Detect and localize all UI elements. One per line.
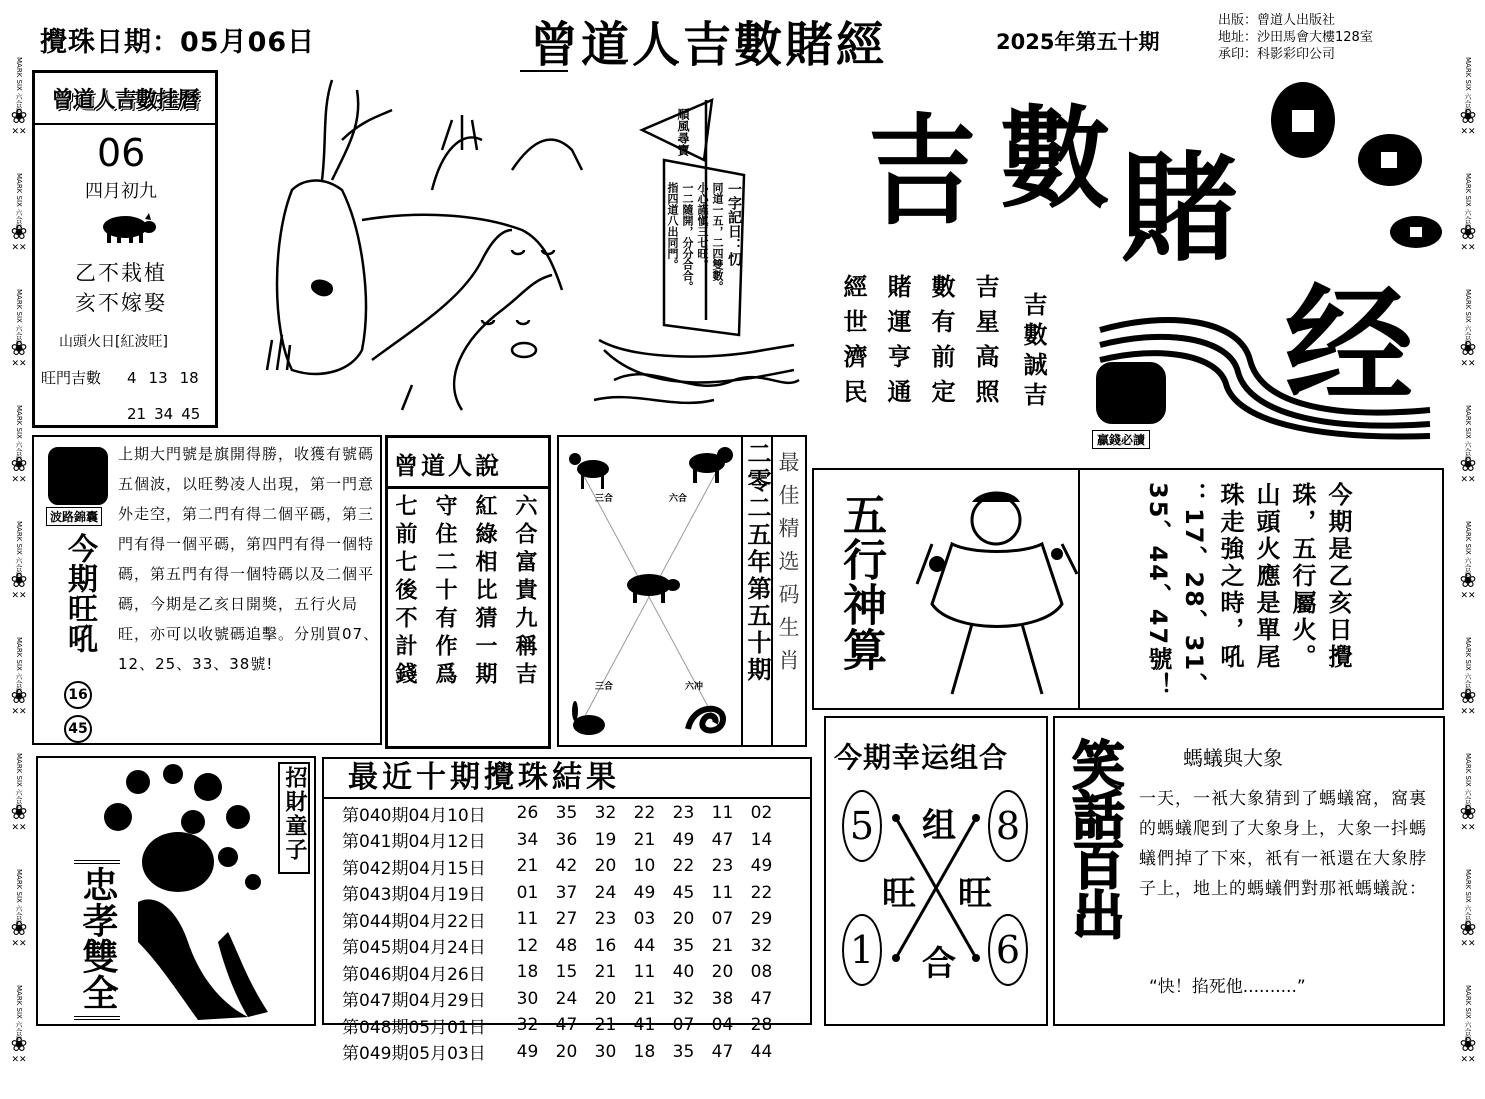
result-number: 49	[750, 856, 773, 877]
side-label: MARK SIX 六合彩	[1463, 57, 1472, 115]
tips-badge-icon	[48, 447, 108, 505]
lunar-date: 四月初九	[85, 181, 157, 202]
joke-quote: “快！掐死他..........”	[1149, 977, 1306, 997]
cross-icon: ✕✕	[1460, 939, 1476, 949]
result-number: 11	[711, 803, 734, 824]
table-row	[338, 986, 808, 1013]
cross-icon: ✕✕	[11, 707, 27, 717]
result-number: 01	[516, 882, 539, 903]
pig-icon	[97, 211, 159, 245]
side-strip-unit	[1460, 519, 1477, 635]
badge-label: 贏錢必讀	[1092, 430, 1150, 449]
result-number: 42	[555, 856, 578, 877]
flower-icon: ❀	[10, 1032, 28, 1056]
result-number: 47	[555, 1015, 578, 1036]
result-number: 21	[594, 1015, 617, 1036]
wuxing-text	[1144, 482, 1352, 698]
side-strip-unit	[11, 171, 28, 287]
numbers-cell	[508, 883, 781, 903]
result-number: 21	[633, 988, 656, 1009]
boy-box	[36, 756, 316, 1026]
badge-icon	[1096, 362, 1166, 424]
side-label: MARK SIX 六合彩	[14, 289, 23, 347]
result-number: 04	[711, 1015, 734, 1036]
numbers-cell	[508, 1042, 781, 1062]
result-number: 32	[672, 988, 695, 1009]
combo-number-bl: 1	[842, 914, 882, 986]
side-strip-unit	[11, 751, 28, 867]
wuxing-title: 五行神算	[835, 492, 886, 672]
numbers-cell	[508, 989, 781, 1009]
snake-icon	[683, 699, 733, 739]
numbers-cell	[508, 803, 781, 823]
joke-box	[1053, 716, 1445, 1026]
table-row	[338, 959, 808, 986]
side-strip-unit	[11, 55, 28, 171]
publisher: 出版：曾道人出版社	[1218, 13, 1336, 28]
table-row	[338, 800, 808, 827]
side-strip-unit	[11, 403, 28, 519]
zodiac-box	[557, 435, 807, 747]
result-number: 21	[594, 962, 617, 983]
side-strip-unit	[1460, 635, 1477, 751]
results-box	[322, 757, 812, 1065]
right-side-strip	[1455, 55, 1481, 1065]
tiger-icon	[683, 441, 735, 485]
lucky-combo-box	[824, 716, 1048, 1026]
address: 地址：沙田馬會大樓128室	[1218, 30, 1373, 45]
cross-icon: ✕✕	[1460, 823, 1476, 833]
side-label: MARK SIX 六合彩	[14, 753, 23, 811]
wuxing-col-4: 珠走強之時，吼	[1216, 482, 1244, 671]
cross-icon: ✕✕	[11, 823, 27, 833]
flower-icon: ❀	[1459, 684, 1477, 708]
result-number: 18	[633, 1041, 656, 1062]
logo-sub-col-1: 吉星高照	[971, 274, 1000, 414]
coin-icon	[1388, 212, 1444, 252]
pig-icon	[621, 569, 681, 605]
cross-icon: ✕✕	[11, 591, 27, 601]
cross-icon: ✕✕	[1460, 1055, 1476, 1065]
joke-title: 螞蟻與大象	[1183, 746, 1283, 770]
goat-icon	[565, 447, 615, 492]
cross-icon: ✕✕	[11, 243, 27, 253]
result-number: 21	[633, 829, 656, 850]
boy-motto: 忠孝雙全	[77, 866, 119, 1010]
period-cell: 第043期04月19日	[342, 885, 486, 906]
lucky-number: 21	[127, 405, 147, 423]
rabbit-icon	[563, 699, 613, 743]
combo-word-left: 旺	[882, 874, 916, 914]
numbers-cell	[508, 1015, 781, 1035]
logo-char-3: 賭	[1120, 139, 1239, 278]
result-number: 34	[516, 829, 539, 850]
wuxing-divider	[1078, 470, 1080, 708]
flower-icon: ❀	[10, 568, 28, 592]
period-cell: 第042期04月15日	[342, 858, 486, 879]
cross-icon: ✕✕	[1460, 591, 1476, 601]
cross-icon: ✕✕	[1460, 359, 1476, 369]
side-strip-unit	[1460, 983, 1477, 1099]
zodiac-label-tl: 三合	[595, 494, 614, 504]
result-number: 35	[555, 803, 578, 824]
side-label: MARK SIX 六合彩	[1463, 985, 1472, 1043]
lucky-row-2	[127, 405, 200, 423]
coin-icon	[1355, 130, 1425, 190]
result-number: 32	[594, 803, 617, 824]
sayings-columns	[392, 494, 536, 690]
result-number: 45	[672, 882, 695, 903]
joke-vertical-title: 笑話百出	[1063, 738, 1123, 938]
table-row	[338, 853, 808, 880]
result-number: 11	[711, 882, 734, 903]
result-number: 23	[672, 803, 695, 824]
numbers-cell	[508, 856, 781, 876]
taboo-line-2: 亥不嫁娶	[75, 291, 167, 315]
logo-sub-col-3: 賭運亨通	[883, 274, 912, 414]
flower-icon: ❀	[10, 916, 28, 940]
combo-number-tl: 5	[842, 790, 882, 862]
logo-char-2: 數	[1000, 94, 1110, 223]
side-label: MARK SIX 六合彩	[14, 405, 23, 463]
logo-sub-col-4: 經世濟民	[839, 274, 868, 414]
result-number: 40	[672, 962, 695, 983]
result-number: 12	[516, 935, 539, 956]
result-number: 10	[633, 856, 656, 877]
tips-vertical-title: 今期旺吼	[62, 533, 97, 653]
result-number: 02	[750, 803, 773, 824]
side-label: MARK SIX 六合彩	[1463, 289, 1472, 347]
result-number: 30	[594, 1041, 617, 1062]
wuxing-col-2: 珠，五行屬火。	[1288, 482, 1316, 671]
result-number: 23	[594, 909, 617, 930]
poem-line-2: 同道一五，二四雙數。	[711, 182, 724, 292]
cross-icon: ✕✕	[11, 1055, 27, 1065]
result-number: 26	[516, 803, 539, 824]
cross-icon: ✕✕	[11, 475, 27, 485]
side-label: MARK SIX 六合彩	[1463, 521, 1472, 579]
side-strip-unit	[1460, 403, 1477, 519]
zodiac-label-br: 六冲	[685, 682, 704, 692]
poem-line-1: 一字記日：忉	[726, 182, 742, 266]
result-number: 35	[672, 1041, 695, 1062]
combo-number-tr: 8	[988, 790, 1028, 862]
side-strip-unit	[1460, 867, 1477, 983]
tips-circle-number: 16	[64, 681, 92, 709]
lucky-combo-title: 今期幸运组合	[834, 741, 1009, 774]
result-number: 20	[594, 988, 617, 1009]
result-number: 49	[672, 829, 695, 850]
combo-word-top: 组	[922, 806, 956, 846]
cross-icon: ✕✕	[1460, 243, 1476, 253]
results-divider	[324, 797, 810, 799]
side-label: MARK SIX 六合彩	[1463, 637, 1472, 695]
flower-icon: ❀	[10, 336, 28, 360]
period-cell: 第049期05月03日	[342, 1044, 486, 1065]
flower-icon: ❀	[10, 452, 28, 476]
numbers-cell	[508, 962, 781, 982]
cross-icon: ✕✕	[11, 359, 27, 369]
sayings-box	[385, 435, 551, 749]
result-number: 22	[672, 856, 695, 877]
result-number: 35	[672, 935, 695, 956]
table-row	[338, 933, 808, 960]
result-number: 08	[750, 962, 773, 983]
result-number: 28	[750, 1015, 773, 1036]
result-number: 38	[711, 988, 734, 1009]
wuxing-box	[812, 468, 1444, 710]
result-number: 30	[516, 988, 539, 1009]
numbers-cell	[508, 936, 781, 956]
side-label: MARK SIX 六合彩	[14, 173, 23, 231]
sayings-col-4: 七前七後不計錢	[392, 494, 417, 690]
result-number: 24	[594, 882, 617, 903]
result-number: 20	[672, 909, 695, 930]
flower-icon: ❀	[10, 684, 28, 708]
poem-line-4: 一二隨開，分分合合。	[681, 182, 694, 292]
result-number: 16	[594, 935, 617, 956]
sail-text: 順風尋寶	[676, 108, 690, 156]
flower-icon: ❀	[1459, 568, 1477, 592]
result-number: 22	[750, 882, 773, 903]
results-table	[338, 800, 808, 1065]
publisher-info	[1218, 12, 1373, 63]
lucky-number: 45	[181, 405, 201, 423]
sayings-col-2: 紅綠相比猜一期	[472, 494, 497, 690]
result-number: 37	[555, 882, 578, 903]
tips-box	[32, 435, 382, 745]
result-number: 41	[633, 1015, 656, 1036]
side-strip-unit	[11, 635, 28, 751]
side-label: MARK SIX 六合彩	[14, 57, 23, 115]
left-side-strip	[6, 55, 32, 1065]
boy-label: 招財童子	[282, 766, 307, 862]
lucky-number: 4	[127, 369, 137, 387]
zodiac-best-col: 最佳精选码生肖	[776, 451, 800, 682]
result-number: 49	[633, 882, 656, 903]
sayings-title: 曾道人說	[394, 452, 502, 480]
landscape-drawing	[262, 80, 582, 410]
poem-line-3: 小心謹愼三七旺。	[696, 182, 709, 270]
table-row	[338, 827, 808, 854]
sayings-col-1: 六合富貴九稱吉	[512, 494, 537, 690]
coin-icon	[1268, 78, 1338, 162]
side-label: MARK SIX 六合彩	[1463, 753, 1472, 811]
element-day: 山頭火日[紅波旺]	[59, 334, 168, 350]
result-number: 20	[594, 856, 617, 877]
result-number: 22	[633, 803, 656, 824]
side-label: MARK SIX 六合彩	[14, 869, 23, 927]
period-cell: 第048期05月01日	[342, 1017, 486, 1038]
table-row	[338, 1012, 808, 1039]
period-cell: 第040期04月10日	[342, 805, 486, 826]
combo-word-bottom: 合	[922, 944, 956, 984]
logo-subtext	[840, 274, 998, 414]
result-number: 21	[711, 935, 734, 956]
flower-icon: ❀	[1459, 452, 1477, 476]
cross-icon: ✕✕	[1460, 127, 1476, 137]
sayings-col-3: 守住二十有作爲	[432, 494, 457, 690]
side-label: MARK SIX 六合彩	[1463, 869, 1472, 927]
table-row	[338, 906, 808, 933]
printer: 承印：科影彩印公司	[1218, 47, 1336, 62]
side-strip-unit	[11, 519, 28, 635]
cross-icon: ✕✕	[1460, 475, 1476, 485]
result-number: 23	[711, 856, 734, 877]
calendar-day: 06	[97, 131, 146, 175]
flower-icon: ❀	[1459, 336, 1477, 360]
zodiac-label-tr: 六合	[669, 494, 688, 504]
result-number: 44	[750, 1041, 773, 1062]
side-strip-unit	[11, 983, 28, 1099]
wuxing-col-6: 35、44、47號！	[1144, 482, 1172, 699]
title-underline	[520, 70, 568, 72]
side-label: MARK SIX 六合彩	[14, 985, 23, 1043]
period-cell: 第046期04月26日	[342, 964, 486, 985]
wuxing-col-1: 今期是乙亥日攪	[1324, 482, 1352, 671]
lucky-row-1	[127, 369, 199, 387]
page-title: 曾道人吉數賭經	[530, 17, 888, 73]
logo-char-4: 经	[1285, 271, 1414, 421]
tips-circle-number: 45	[64, 715, 92, 743]
tips-text: 上期大門號是旗開得勝，收獲有號碼五個波，以旺勢凌人出現，第一門意外走空，第二門有得二個平碼，第三門有得一個平碼，第四門有得一個特碼，第五門有得一個特碼以及二個平碼，今期是乙亥日開獎，五行火局旺，亦可以收號碼追擊。分別買07、12、25、33、38號!	[118, 445, 380, 673]
table-row	[338, 1039, 808, 1066]
result-number: 20	[555, 1041, 578, 1062]
numbers-cell	[508, 830, 781, 850]
result-number: 11	[633, 962, 656, 983]
cross-icon: ✕✕	[11, 939, 27, 949]
side-strip-unit	[1460, 287, 1477, 403]
flower-icon: ❀	[10, 104, 28, 128]
lucky-number: 13	[148, 369, 168, 387]
result-number: 14	[750, 829, 773, 850]
result-number: 20	[711, 962, 734, 983]
side-strip-unit	[11, 867, 28, 983]
lucky-number: 18	[179, 369, 199, 387]
side-label: MARK SIX 六合彩	[1463, 173, 1472, 231]
joke-text: 一天，一衹大象猜到了螞蟻窩，窩裏的螞蟻爬到了大象身上，大象一抖螞蟻們掉了下來，衹有一衹還在大象脖子上，地上的螞蟻們對那衹螞蟻說：	[1139, 789, 1427, 899]
boat-poem	[666, 182, 742, 317]
cross-icon: ✕✕	[11, 127, 27, 137]
results-title: 最近十期攪珠結果	[348, 760, 620, 795]
poem-line-5: 指四道八出同門。	[666, 182, 679, 270]
logo-sub-col-2: 數有前定	[927, 274, 956, 414]
flower-icon: ❀	[10, 800, 28, 824]
result-number: 29	[750, 909, 773, 930]
numbers-cell	[508, 909, 781, 929]
result-number: 15	[555, 962, 578, 983]
result-number: 27	[555, 909, 578, 930]
result-number: 47	[750, 988, 773, 1009]
period-cell: 第047期04月29日	[342, 991, 486, 1012]
lucky-label: 旺門吉數	[41, 369, 102, 387]
result-number: 47	[711, 829, 734, 850]
flower-icon: ❀	[10, 220, 28, 244]
flower-icon: ❀	[1459, 800, 1477, 824]
zodiac-label-bl: 三合	[595, 682, 614, 692]
draw-date: 攪珠日期：05月06日	[40, 27, 316, 58]
tips-badge: 波路錦囊	[46, 507, 102, 526]
result-number: 07	[711, 909, 734, 930]
flower-icon: ❀	[1459, 104, 1477, 128]
result-number: 32	[516, 1015, 539, 1036]
table-row	[338, 880, 808, 907]
result-number: 32	[750, 935, 773, 956]
side-label: MARK SIX 六合彩	[14, 521, 23, 579]
wuxing-col-5: ：17、28、31、	[1180, 482, 1208, 699]
calendar-title: 曾道人吉數挂曆	[35, 73, 215, 125]
flower-icon: ❀	[1459, 916, 1477, 940]
result-number: 44	[633, 935, 656, 956]
result-number: 03	[633, 909, 656, 930]
period-cell: 第041期04月12日	[342, 832, 486, 853]
sayings-divider	[388, 486, 548, 489]
cross-icon: ✕✕	[1460, 707, 1476, 717]
result-number: 19	[594, 829, 617, 850]
result-number: 24	[555, 988, 578, 1009]
issue-number: 2025年第五十期	[996, 30, 1160, 54]
calendar-box	[32, 70, 218, 428]
taboo-line-1: 乙不栽植	[75, 261, 167, 285]
period-cell: 第044期04月22日	[342, 911, 486, 932]
lucky-number: 34	[154, 405, 174, 423]
side-strip-unit	[1460, 751, 1477, 867]
side-label: MARK SIX 六合彩	[14, 637, 23, 695]
side-strip-unit	[11, 287, 28, 403]
side-strip-unit	[1460, 171, 1477, 287]
result-number: 49	[516, 1041, 539, 1062]
combo-word-right: 旺	[958, 874, 992, 914]
flower-icon: ❀	[1459, 220, 1477, 244]
combo-number-br: 6	[988, 914, 1028, 986]
result-number: 11	[516, 909, 539, 930]
logo-char-1: 吉	[868, 102, 977, 242]
period-cell: 第045期04月24日	[342, 938, 486, 959]
logo-slogan: 吉數誠吉	[1019, 292, 1047, 412]
result-number: 48	[555, 935, 578, 956]
flower-icon: ❀	[1459, 1032, 1477, 1056]
side-strip-unit	[1460, 55, 1477, 171]
result-number: 36	[555, 829, 578, 850]
wuxing-col-3: 山頭火應是單尾	[1252, 482, 1280, 671]
result-number: 07	[672, 1015, 695, 1036]
result-number: 21	[516, 856, 539, 877]
result-number: 18	[516, 962, 539, 983]
result-number: 47	[711, 1041, 734, 1062]
side-label: MARK SIX 六合彩	[1463, 405, 1472, 463]
zodiac-year-col: 二零二五年第五十期	[743, 441, 771, 684]
deity-figure	[912, 484, 1080, 698]
